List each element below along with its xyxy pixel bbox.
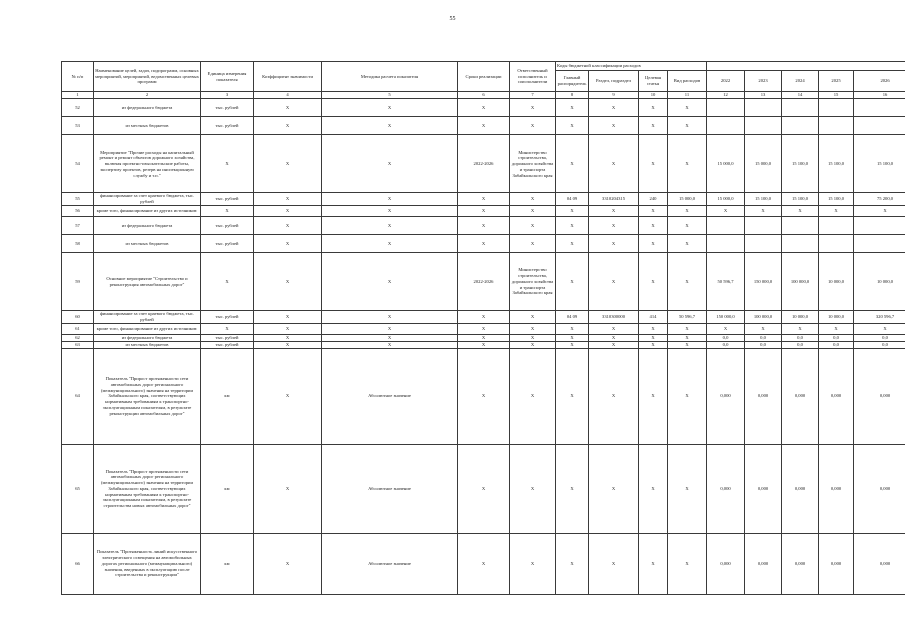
table-cell: 0,000 — [745, 444, 782, 533]
column-number: 15 — [819, 92, 854, 99]
table-cell: Х — [854, 205, 905, 216]
table-cell: тыс. рублей — [201, 99, 254, 117]
row-name-cell: из местных бюджетов — [94, 117, 201, 135]
table-cell: Х — [556, 348, 589, 444]
table-cell: Х — [254, 311, 322, 323]
column-number: 8 — [556, 92, 589, 99]
table-row — [62, 533, 905, 594]
table-cell: Х — [254, 341, 322, 348]
row-name-cell: из местных бюджетов — [94, 235, 201, 253]
table-cell: Х — [556, 117, 589, 135]
column-number: 7 — [510, 92, 556, 99]
table-cell: Х — [589, 117, 639, 135]
table-row — [62, 193, 905, 205]
table-cell: Х — [589, 253, 639, 311]
table-cell: Х — [556, 341, 589, 348]
column-number: 10 — [639, 92, 668, 99]
row-number-cell: 66 — [62, 533, 94, 594]
table-cell: Х — [589, 341, 639, 348]
table-row — [62, 341, 905, 348]
row-number-cell: 64 — [62, 348, 94, 444]
header-num: № п/п — [62, 62, 94, 92]
table-cell: Х — [782, 205, 819, 216]
table-cell: 0,0 — [782, 334, 819, 341]
table-cell: Х — [556, 444, 589, 533]
table-cell: 15 000,0 — [745, 135, 782, 193]
row-name-cell: из федерального бюджета — [94, 334, 201, 341]
header-name: Наименование целей, задач, подпрограмм, основных мероприятий, мероприятий, ведомственных целевых программ — [94, 62, 201, 92]
table-cell: Х — [745, 323, 782, 334]
table-cell — [782, 216, 819, 234]
table-cell: Х — [639, 205, 668, 216]
table-cell: Х — [589, 348, 639, 444]
column-number: 13 — [745, 92, 782, 99]
table-row — [62, 253, 905, 311]
table-cell: 0,0 — [819, 341, 854, 348]
table-cell — [782, 117, 819, 135]
header-year: 2025 — [819, 71, 854, 92]
table-cell: Х — [201, 323, 254, 334]
table-cell: 10 000,0 — [782, 311, 819, 323]
table-cell: 0,0 — [854, 341, 905, 348]
table-cell: 50 596,7 — [668, 311, 707, 323]
row-number-cell: 53 — [62, 117, 94, 135]
table-cell: 3310300000 — [589, 311, 639, 323]
table-cell: Абсолютное значение — [322, 444, 458, 533]
table-cell — [819, 117, 854, 135]
row-name-cell: финансирование за счет краевого бюджета, тыс. рублей — [94, 311, 201, 323]
table-cell: Х — [782, 323, 819, 334]
row-name-cell: Основное мероприятие "Строительство и реконструкция автомобильных дорог" — [94, 253, 201, 311]
table-cell: Х — [458, 235, 510, 253]
table-cell: Х — [510, 323, 556, 334]
row-number-cell: 57 — [62, 216, 94, 234]
table-cell: Х — [556, 135, 589, 193]
table-cell: 0,000 — [707, 348, 745, 444]
table-cell: 150 000,0 — [707, 311, 745, 323]
table-cell: 2022-2026 — [458, 253, 510, 311]
row-name-cell: из местных бюджетов — [94, 341, 201, 348]
header-year: 2026 — [854, 71, 905, 92]
row-number-cell: 65 — [62, 444, 94, 533]
row-name-cell: из федерального бюджета — [94, 216, 201, 234]
row-name-cell: кроме того, финансирование из других источников: — [94, 205, 201, 216]
table-cell: тыс. рублей — [201, 341, 254, 348]
table-cell — [745, 235, 782, 253]
table-row — [62, 348, 905, 444]
table-cell: Х — [556, 323, 589, 334]
table-cell: 0,000 — [819, 533, 854, 594]
table-cell: Х — [510, 216, 556, 234]
column-number: 11 — [668, 92, 707, 99]
table-cell: Х — [668, 444, 707, 533]
table-cell: 04 09 — [556, 311, 589, 323]
table-cell: 0,000 — [819, 444, 854, 533]
row-name-cell: Мероприятие "Прочие расходы на капитальный ремонт и ремонт объектов дорожного хозяйства, включая проектно-изыскательские работы, экспертизу проектов, резерв на инспекционную службу и т.п." — [94, 135, 201, 193]
table-cell: Х — [254, 193, 322, 205]
table-cell: Х — [458, 533, 510, 594]
table-cell — [707, 216, 745, 234]
header-grbs: Главный распорядитель — [556, 71, 589, 92]
table-cell: 2022-2026 — [458, 135, 510, 193]
table-cell: Х — [510, 235, 556, 253]
table-cell: 0,0 — [745, 334, 782, 341]
table-cell: Х — [556, 205, 589, 216]
table-row — [62, 99, 905, 117]
table-cell: Х — [668, 348, 707, 444]
table-cell: 0,000 — [707, 533, 745, 594]
table-cell: Х — [254, 99, 322, 117]
row-number-cell: 61 — [62, 323, 94, 334]
table-cell: тыс. рублей — [201, 334, 254, 341]
table-cell: Х — [510, 117, 556, 135]
row-number-cell: 58 — [62, 235, 94, 253]
table-cell: Х — [458, 341, 510, 348]
table-cell: 75 200,0 — [854, 193, 905, 205]
header-article: Целевая статья — [639, 71, 668, 92]
table-cell: Х — [556, 334, 589, 341]
table-cell: Х — [556, 216, 589, 234]
header-year: 2022 — [707, 71, 745, 92]
table-cell: Х — [668, 253, 707, 311]
table-cell: Х — [254, 253, 322, 311]
table-row — [62, 205, 905, 216]
table-cell: 0,000 — [782, 348, 819, 444]
table-cell: 0,000 — [819, 348, 854, 444]
table-cell: Х — [668, 135, 707, 193]
row-number-cell: 52 — [62, 99, 94, 117]
table-cell: Х — [589, 135, 639, 193]
table-cell: Х — [458, 117, 510, 135]
table-cell: Х — [510, 334, 556, 341]
table-cell: 150 000,0 — [745, 253, 782, 311]
table-cell: Х — [322, 253, 458, 311]
table-cell: км — [201, 444, 254, 533]
table-row — [62, 311, 905, 323]
table-cell: Х — [639, 135, 668, 193]
header-budget-codes: Коды бюджетной классификации расходов — [556, 62, 707, 71]
table-row — [62, 323, 905, 334]
table-cell: 0,000 — [854, 444, 905, 533]
table-cell: Х — [254, 135, 322, 193]
table-cell: Х — [322, 99, 458, 117]
table-cell: Х — [556, 253, 589, 311]
table-cell: Х — [458, 444, 510, 533]
table-cell — [782, 235, 819, 253]
table-cell: Х — [639, 444, 668, 533]
table-cell: 15 100,0 — [854, 135, 905, 193]
row-number-cell: 55 — [62, 193, 94, 205]
column-number: 2 — [94, 92, 201, 99]
table-cell: Х — [668, 533, 707, 594]
table-row — [62, 117, 905, 135]
table-cell: 15 100,0 — [819, 193, 854, 205]
table-cell — [782, 99, 819, 117]
table-cell — [707, 117, 745, 135]
table-cell: Х — [668, 235, 707, 253]
table-cell: 320 596,7 — [854, 311, 905, 323]
table-cell: Х — [589, 99, 639, 117]
row-name-cell: из федерального бюджета — [94, 99, 201, 117]
table-cell: 10 000,0 — [854, 253, 905, 311]
table-cell: Х — [639, 99, 668, 117]
table-cell: Х — [639, 334, 668, 341]
table-cell: Х — [458, 99, 510, 117]
page-number: 55 — [449, 16, 456, 22]
table-cell: Х — [322, 135, 458, 193]
row-number-cell: 60 — [62, 311, 94, 323]
table-cell: Министерство строительства, дорожного хозяйства и транспорта Забайкальского края — [510, 253, 556, 311]
table-cell: 15 000,0 — [707, 135, 745, 193]
header-year: 2024 — [782, 71, 819, 92]
table-cell: Х — [510, 444, 556, 533]
table-cell: Х — [510, 99, 556, 117]
table-cell: Х — [556, 533, 589, 594]
table-cell: Х — [510, 193, 556, 205]
table-cell: 240 — [639, 193, 668, 205]
table-cell: Х — [510, 341, 556, 348]
table-cell: Х — [510, 348, 556, 444]
header-unit: Единица измерения показателя — [201, 62, 254, 92]
table-cell: 0,0 — [745, 341, 782, 348]
table-cell: Х — [201, 135, 254, 193]
table-cell: Х — [322, 334, 458, 341]
table-cell: тыс. рублей — [201, 193, 254, 205]
table-cell — [819, 99, 854, 117]
table-cell: Х — [668, 341, 707, 348]
table-cell — [854, 99, 905, 117]
table-cell: Х — [589, 334, 639, 341]
table-cell: 15 100,0 — [782, 135, 819, 193]
row-name-cell: кроме того, финансирование из других источников: — [94, 323, 201, 334]
column-number: 4 — [254, 92, 322, 99]
table-cell: Х — [254, 334, 322, 341]
table-cell: Х — [589, 205, 639, 216]
column-number: 3 — [201, 92, 254, 99]
table-cell: Х — [322, 205, 458, 216]
row-name-cell: финансирование за счет краевого бюджета, тыс. рублей — [94, 193, 201, 205]
header-section: Раздел, подраздел — [589, 71, 639, 92]
table-cell: 0,0 — [707, 341, 745, 348]
table-cell: Х — [639, 348, 668, 444]
table-cell: Х — [589, 216, 639, 234]
table-cell — [819, 216, 854, 234]
table-cell: 0,0 — [782, 341, 819, 348]
table-cell: 414 — [639, 311, 668, 323]
row-number-cell: 54 — [62, 135, 94, 193]
header-year: 2023 — [745, 71, 782, 92]
header-expense-type: Вид расходов — [668, 71, 707, 92]
row-name-cell: Показатель "Протяженность линий искусственного электрического освещения на автомобильных дорогах регионального (межмуниципального) значения, введенных в эксплуатацию после строительства и реконструкции" — [94, 533, 201, 594]
table-cell: Х — [254, 216, 322, 234]
table-cell: 0,000 — [782, 533, 819, 594]
table-cell: Х — [254, 205, 322, 216]
table-cell: 100 000,0 — [745, 311, 782, 323]
table-cell: Х — [639, 341, 668, 348]
table-cell: Х — [639, 533, 668, 594]
column-number: 14 — [782, 92, 819, 99]
header-method: Методика расчета показателя — [322, 62, 458, 92]
header-terms: Сроки реализации — [458, 62, 510, 92]
table-cell: Х — [322, 117, 458, 135]
table-cell — [854, 117, 905, 135]
column-number: 1 — [62, 92, 94, 99]
table-cell — [819, 235, 854, 253]
table-cell: Х — [707, 205, 745, 216]
table-row — [62, 334, 905, 341]
table-cell: Х — [556, 235, 589, 253]
table-cell: Х — [589, 235, 639, 253]
table-cell: 50 596,7 — [707, 253, 745, 311]
table-cell: Абсолютное значение — [322, 533, 458, 594]
table-cell: тыс. рублей — [201, 117, 254, 135]
table-cell: км — [201, 348, 254, 444]
table-cell: Х — [510, 533, 556, 594]
table-cell: Х — [589, 533, 639, 594]
table-cell: Х — [254, 323, 322, 334]
table-cell: тыс. рублей — [201, 235, 254, 253]
table-cell: Х — [639, 323, 668, 334]
table-cell: Х — [819, 323, 854, 334]
table-cell — [745, 117, 782, 135]
table-cell: км — [201, 533, 254, 594]
table-cell: 0,000 — [854, 348, 905, 444]
table-cell: Х — [254, 348, 322, 444]
table-cell: Х — [458, 311, 510, 323]
table-cell: Х — [458, 348, 510, 444]
table-cell: Х — [254, 117, 322, 135]
table-cell: Х — [322, 216, 458, 234]
table-cell: Х — [589, 323, 639, 334]
table-cell: Х — [639, 253, 668, 311]
row-number-cell: 63 — [62, 341, 94, 348]
table-cell — [745, 99, 782, 117]
table-cell: 15 100,0 — [819, 135, 854, 193]
column-number: 12 — [707, 92, 745, 99]
table-cell: 10 000,0 — [819, 311, 854, 323]
row-number-cell: 56 — [62, 205, 94, 216]
table-cell — [707, 99, 745, 117]
table-cell: 0,000 — [854, 533, 905, 594]
table-body — [62, 99, 905, 595]
column-number-row — [62, 92, 905, 99]
table-cell: Х — [322, 323, 458, 334]
table-cell: Х — [668, 216, 707, 234]
row-name-cell: Показатель "Прирост протяженности сети автомобильных дорог регионального (межмуниципального) значения на территории Забайкальского края, соответствующих нормативным требованиям к транспортно-эксплуатационным показателям, в результате строительства новых автомобильных дорог" — [94, 444, 201, 533]
table-cell: 0,0 — [707, 334, 745, 341]
table-cell: Х — [254, 444, 322, 533]
table-cell: Х — [458, 334, 510, 341]
table-cell: Х — [854, 323, 905, 334]
table-cell: 0,000 — [782, 444, 819, 533]
table-cell: Х — [322, 311, 458, 323]
column-number: 6 — [458, 92, 510, 99]
table-row — [62, 235, 905, 253]
table-cell: 0,0 — [854, 334, 905, 341]
table-cell: Х — [819, 205, 854, 216]
table-row — [62, 216, 905, 234]
table-cell: Х — [458, 216, 510, 234]
table-cell: Абсолютное значение — [322, 348, 458, 444]
table-cell: Х — [254, 533, 322, 594]
table-cell: Х — [322, 341, 458, 348]
row-name-cell: Показатель "Прирост протяженности сети автомобильных дорог регионального (межмуниципального) значения на территории Забайкальского края, соответствующих нормативным требованиям к транспортно-эксплуатационным показателям, в результате реконструкции автомобильных дорог" — [94, 348, 201, 444]
table-cell — [707, 235, 745, 253]
table-cell: Х — [510, 205, 556, 216]
table-cell: Х — [668, 334, 707, 341]
table-cell: 15 000,0 — [668, 193, 707, 205]
table-cell: Х — [201, 205, 254, 216]
table-cell: Х — [458, 323, 510, 334]
table-cell: Х — [639, 235, 668, 253]
header-coefficient: Коэффициент значимости — [254, 62, 322, 92]
table-cell: Х — [589, 444, 639, 533]
table-cell: Х — [745, 205, 782, 216]
table-cell — [745, 216, 782, 234]
table-cell: 0,0 — [819, 334, 854, 341]
table-cell: Министерство строительства, дорожного хозяйства и транспорта Забайкальского края — [510, 135, 556, 193]
table-cell — [854, 235, 905, 253]
table-cell: 3310204315 — [589, 193, 639, 205]
table-cell: Х — [458, 205, 510, 216]
table-cell: 0,000 — [707, 444, 745, 533]
header-years-group — [707, 62, 905, 71]
column-number: 16 — [854, 92, 905, 99]
table-cell: 100 000,0 — [782, 253, 819, 311]
table-row — [62, 444, 905, 533]
table-cell: 15 000,0 — [707, 193, 745, 205]
table-cell: Х — [254, 235, 322, 253]
table-cell — [854, 216, 905, 234]
row-number-cell: 59 — [62, 253, 94, 311]
table-cell: 15 100,0 — [745, 193, 782, 205]
table-cell: Х — [322, 235, 458, 253]
table-cell: Х — [707, 323, 745, 334]
program-table — [61, 61, 905, 595]
table-cell: Х — [668, 205, 707, 216]
table-cell: Х — [322, 193, 458, 205]
table-cell: тыс. рублей — [201, 216, 254, 234]
table-cell: Х — [639, 117, 668, 135]
table-cell: 0,000 — [745, 348, 782, 444]
table-cell: Х — [668, 99, 707, 117]
table-cell: Х — [668, 323, 707, 334]
header-responsible: Ответственный исполнитель и соисполнители — [510, 62, 556, 92]
table-cell: тыс. рублей — [201, 311, 254, 323]
table-row — [62, 135, 905, 193]
table-cell: Х — [510, 311, 556, 323]
row-number-cell: 62 — [62, 334, 94, 341]
table-cell: 10 000,0 — [819, 253, 854, 311]
table-cell: 15 100,0 — [782, 193, 819, 205]
table-cell: Х — [458, 193, 510, 205]
table-cell: Х — [668, 117, 707, 135]
table-cell: Х — [639, 216, 668, 234]
table-cell: Х — [556, 99, 589, 117]
column-number: 9 — [589, 92, 639, 99]
table-cell: 0,000 — [745, 533, 782, 594]
table-cell: 04 09 — [556, 193, 589, 205]
table-cell: Х — [201, 253, 254, 311]
column-number: 5 — [322, 92, 458, 99]
